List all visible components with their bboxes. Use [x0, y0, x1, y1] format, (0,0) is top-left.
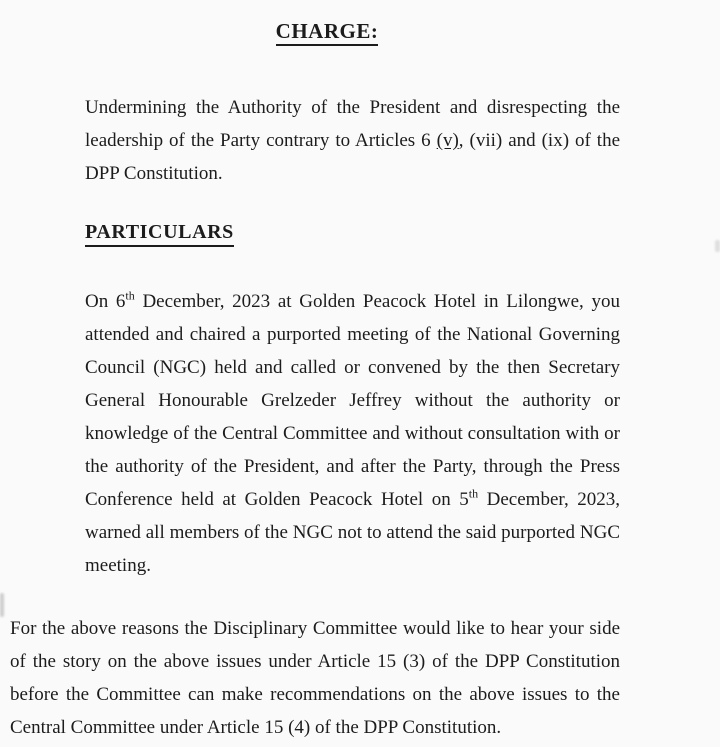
- particulars-paragraph: [85, 285, 620, 582]
- article-6v-underlined: (v): [436, 130, 459, 151]
- charge-text-before-underline: Undermining the Authority of the President and disrespecting the leadership of the Party contrary to Articles 6: [85, 97, 620, 151]
- charge-paragraph: [85, 91, 620, 190]
- particulars-heading: [85, 220, 720, 247]
- charge-heading-text: CHARGE:: [276, 19, 379, 46]
- charge-text-after-underline: , (vii) and (ix) of the DPP Constitution.: [85, 130, 620, 184]
- ordinal-superscript-6th: th: [125, 288, 135, 303]
- charge-heading: [0, 19, 720, 46]
- particulars-text-segment-1: On 6: [85, 291, 126, 312]
- ordinal-superscript-5th: th: [468, 486, 479, 501]
- scan-artifact-right-edge: [715, 240, 720, 252]
- particulars-heading-text: PARTICULARS: [85, 220, 234, 247]
- scan-artifact-left-edge: [0, 593, 4, 617]
- closing-paragraph: For the above reasons the Disciplinary Committee would like to hear your side of the story on the above issues under Article 15 (3) of the DPP Constitution before the Committee can make recommendations on the above issues to the Central Committee under Article 15 (4) of the DPP Constitution.: [10, 618, 620, 738]
- particulars-text-segment-2: December, 2023 at Golden Peacock Hotel in Lilongwe, you attended and chaired a purported meeting of the National Governing Council (NGC) held and called or convened by the then Secretary General Honourable Grelzeder Jeffrey without the authority or knowledge of the Central Committee and without consultation with or the authority of the President, and after the Party, through the Press Conference held at Golden Peacock Hotel on 5: [85, 291, 620, 510]
- particulars-text-segment-3: December, 2023, warned all members of the NGC not to attend the said purported NGC meeting.: [85, 489, 620, 576]
